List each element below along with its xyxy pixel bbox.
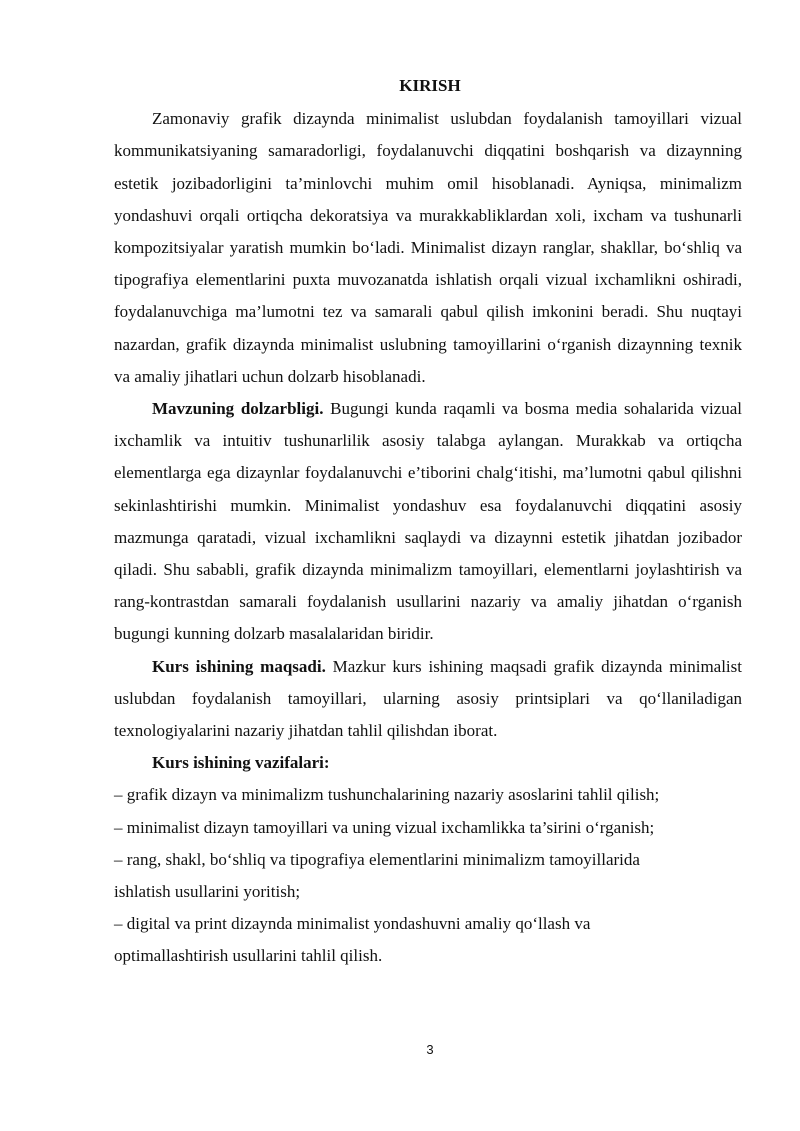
relevance-label: Mavzuning dolzarbligi.	[152, 399, 324, 419]
task-item: – rang, shakl, bo‘shliq va tipografiya elementlarini minimalizm tamoyillarida	[114, 849, 640, 869]
tasks-label: Kurs ishining vazifalari:	[152, 753, 330, 773]
intro-paragraph: Zamonaviy grafik dizaynda minimalist uslubdan foydalanish tamoyillari vizual kommunikatsiyaning samaradorligi, foydalanuvchi diqqatini boshqarish va dizaynning estetik jozibadorligini ta’minlovchi muhim omil hisoblanadi. Ayniqsa, minimalizm yondashuvi orqali ortiqcha dekoratsiya va murakkabliklardan xoli, ixcham va tushunarli kompozitsiyalar yaratish mumkin bo‘ladi. Minimalist dizayn ranglar, shakllar, bo‘shliq va tipografiya elementlarini puxta muvozanatda ishlatish orqali vizual ixchamlikni oshiradi, foydalanuvchiga ma’lumotni tez va samarali qabul qilish imkonini beradi. Shu nuqtayi nazardan, grafik dizaynda minimalist uslubning tamoyillarini o‘rganish dizaynning texnik va amaliy jihatlari uchun dolzarb hisoblanadi.	[114, 109, 742, 386]
goal-text: Mazkur kurs ishining maqsadi grafik dizaynda minimalist uslubdan foydalanish tamoyillari, ularning asosiy printsiplari va qo‘llaniladigan texnologiyalarini nazariy jihatdan tahlil qilishdan iborat.	[114, 656, 742, 741]
task-item: – grafik dizayn va minimalizm tushunchalarining nazariy asoslarini tahlil qilish;	[114, 785, 660, 805]
page-number: 3	[426, 1042, 434, 1057]
document-page	[114, 70, 742, 973]
relevance-text: Bugungi kunda raqamli va bosma media sohalarida vizual ixchamlik va intuitiv tushunarlilik asosiy talabga aylangan. Murakkab va ortiqcha elementlarga ega dizaynlar foydalanuvchi e’tiborini chalg‘itishi, ma’lumotni qabul qilishni sekinlashtirishi mumkin. Minimalist yondashuv esa foydalanuvchi diqqatini asosiy mazmunga qaratadi, vizual ixchamlikni saqlaydi va dizaynni estetik jihatdan jozibador qiladi. Shu sababli, grafik dizaynda minimalizm tamoyillari, elementlarni joylashtirish va rang-kontrastdan samarali foydalanish usullarini nazariy va amaliy jihatdan o‘rganish bugungi kunning dolzarb masalalaridan biridir.	[114, 399, 742, 644]
relevance-paragraph	[114, 393, 742, 651]
task-item-continuation: optimallashtirish usullarini tahlil qilish.	[114, 946, 383, 966]
section-heading: KIRISH	[399, 76, 461, 95]
goal-paragraph	[114, 651, 742, 748]
task-item-continuation: ishlatish usullarini yoritish;	[114, 882, 301, 902]
tasks-heading	[114, 747, 742, 779]
goal-label: Kurs ishining maqsadi.	[152, 656, 326, 676]
task-item: – digital va print dizaynda minimalist yondashuvni amaliy qo‘llash va	[114, 914, 591, 934]
task-item: – minimalist dizayn tamoyillari va uning vizual ixchamlikka ta’sirini o‘rganish;	[114, 817, 655, 837]
